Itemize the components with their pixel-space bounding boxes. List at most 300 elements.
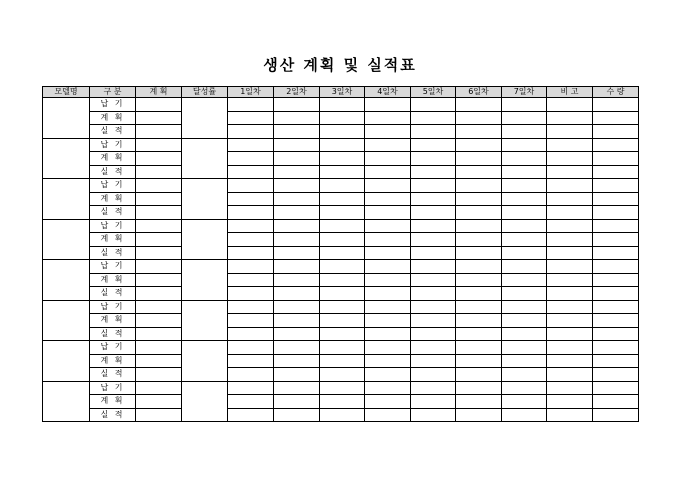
header-quantity: 수 량 — [593, 87, 639, 98]
table-row — [43, 354, 639, 368]
plan-cell[interactable] — [136, 341, 182, 355]
achievement-rate-cell[interactable] — [182, 300, 228, 341]
data-cell[interactable] — [228, 327, 274, 341]
data-cell[interactable] — [547, 341, 593, 355]
data-cell[interactable] — [593, 246, 639, 260]
data-cell[interactable] — [411, 395, 456, 409]
data-cell[interactable] — [456, 111, 502, 125]
data-cell[interactable] — [502, 287, 547, 301]
data-cell[interactable] — [502, 260, 547, 274]
plan-cell[interactable] — [136, 206, 182, 220]
data-cell[interactable] — [228, 314, 274, 328]
data-cell[interactable] — [411, 327, 456, 341]
header-day-4: 4일차 — [365, 87, 411, 98]
data-cell[interactable] — [320, 233, 365, 247]
plan-cell[interactable] — [136, 152, 182, 166]
data-cell[interactable] — [502, 246, 547, 260]
data-cell[interactable] — [365, 273, 411, 287]
data-cell[interactable] — [593, 125, 639, 139]
data-cell[interactable] — [411, 206, 456, 220]
data-cell[interactable] — [456, 138, 502, 152]
data-cell[interactable] — [502, 368, 547, 382]
plan-cell[interactable] — [136, 246, 182, 260]
model-name-cell[interactable] — [43, 300, 90, 341]
data-cell[interactable] — [593, 287, 639, 301]
data-cell[interactable] — [274, 152, 320, 166]
data-cell[interactable] — [411, 219, 456, 233]
table-row — [43, 327, 639, 341]
data-cell[interactable] — [456, 287, 502, 301]
data-cell[interactable] — [320, 152, 365, 166]
data-cell[interactable] — [365, 219, 411, 233]
table-row — [43, 219, 639, 233]
data-cell[interactable] — [320, 381, 365, 395]
data-cell[interactable] — [228, 381, 274, 395]
data-cell[interactable] — [593, 354, 639, 368]
header-model: 모델명 — [43, 87, 90, 98]
data-cell[interactable] — [274, 219, 320, 233]
data-cell[interactable] — [411, 314, 456, 328]
data-cell[interactable] — [456, 179, 502, 193]
data-cell[interactable] — [456, 246, 502, 260]
data-cell[interactable] — [411, 341, 456, 355]
achievement-rate-cell[interactable] — [182, 219, 228, 260]
data-cell[interactable] — [593, 98, 639, 112]
header-day-3: 3일차 — [320, 87, 365, 98]
data-cell[interactable] — [274, 246, 320, 260]
row-type-label: 실 적 — [90, 165, 136, 179]
data-cell[interactable] — [456, 260, 502, 274]
data-cell[interactable] — [320, 165, 365, 179]
plan-cell[interactable] — [136, 395, 182, 409]
data-cell[interactable] — [274, 327, 320, 341]
data-cell[interactable] — [228, 260, 274, 274]
data-cell[interactable] — [365, 327, 411, 341]
data-cell[interactable] — [320, 125, 365, 139]
plan-cell[interactable] — [136, 98, 182, 112]
row-type-label: 납 기 — [90, 138, 136, 152]
data-cell[interactable] — [593, 233, 639, 247]
data-cell[interactable] — [320, 341, 365, 355]
data-cell[interactable] — [456, 341, 502, 355]
data-cell[interactable] — [365, 138, 411, 152]
model-name-cell[interactable] — [43, 138, 90, 179]
data-cell[interactable] — [365, 408, 411, 422]
data-cell[interactable] — [274, 395, 320, 409]
data-cell[interactable] — [502, 354, 547, 368]
data-cell[interactable] — [547, 125, 593, 139]
data-cell[interactable] — [593, 152, 639, 166]
data-cell[interactable] — [228, 246, 274, 260]
plan-cell[interactable] — [136, 327, 182, 341]
data-cell[interactable] — [456, 354, 502, 368]
data-cell[interactable] — [365, 287, 411, 301]
data-cell[interactable] — [547, 408, 593, 422]
data-cell[interactable] — [502, 233, 547, 247]
data-cell[interactable] — [411, 111, 456, 125]
table-row — [43, 206, 639, 220]
data-cell[interactable] — [502, 273, 547, 287]
data-cell[interactable] — [365, 246, 411, 260]
data-cell[interactable] — [320, 327, 365, 341]
data-cell[interactable] — [320, 314, 365, 328]
data-cell[interactable] — [593, 381, 639, 395]
table-row — [43, 165, 639, 179]
data-cell[interactable] — [593, 206, 639, 220]
table-row — [43, 111, 639, 125]
data-cell[interactable] — [411, 98, 456, 112]
data-cell[interactable] — [547, 273, 593, 287]
data-cell[interactable] — [228, 341, 274, 355]
plan-cell[interactable] — [136, 273, 182, 287]
data-cell[interactable] — [411, 192, 456, 206]
model-name-cell[interactable] — [43, 98, 90, 139]
data-cell[interactable] — [274, 206, 320, 220]
data-cell[interactable] — [502, 192, 547, 206]
plan-cell[interactable] — [136, 219, 182, 233]
data-cell[interactable] — [547, 165, 593, 179]
data-cell[interactable] — [274, 314, 320, 328]
data-cell[interactable] — [593, 327, 639, 341]
data-cell[interactable] — [502, 408, 547, 422]
plan-cell[interactable] — [136, 165, 182, 179]
data-cell[interactable] — [411, 273, 456, 287]
data-cell[interactable] — [274, 165, 320, 179]
data-cell[interactable] — [365, 314, 411, 328]
data-cell[interactable] — [320, 287, 365, 301]
data-cell[interactable] — [593, 179, 639, 193]
data-cell[interactable] — [365, 260, 411, 274]
table-row — [43, 341, 639, 355]
row-type-label: 계 획 — [90, 192, 136, 206]
data-cell[interactable] — [365, 395, 411, 409]
achievement-rate-cell[interactable] — [182, 179, 228, 220]
data-cell[interactable] — [456, 395, 502, 409]
model-name-cell[interactable] — [43, 341, 90, 382]
data-cell[interactable] — [365, 179, 411, 193]
data-cell[interactable] — [411, 152, 456, 166]
data-cell[interactable] — [456, 219, 502, 233]
data-cell[interactable] — [456, 327, 502, 341]
table-row — [43, 152, 639, 166]
data-cell[interactable] — [320, 98, 365, 112]
table-row — [43, 125, 639, 139]
table-row — [43, 98, 639, 112]
data-cell[interactable] — [228, 219, 274, 233]
data-cell[interactable] — [547, 327, 593, 341]
data-cell[interactable] — [593, 368, 639, 382]
plan-cell[interactable] — [136, 125, 182, 139]
data-cell[interactable] — [456, 125, 502, 139]
data-cell[interactable] — [228, 179, 274, 193]
model-name-cell[interactable] — [43, 381, 90, 422]
achievement-rate-cell[interactable] — [182, 98, 228, 139]
row-type-label: 계 획 — [90, 314, 136, 328]
data-cell[interactable] — [320, 246, 365, 260]
data-cell[interactable] — [274, 179, 320, 193]
data-cell[interactable] — [365, 152, 411, 166]
data-cell[interactable] — [320, 300, 365, 314]
data-cell[interactable] — [502, 125, 547, 139]
data-cell[interactable] — [547, 395, 593, 409]
plan-cell[interactable] — [136, 408, 182, 422]
data-cell[interactable] — [593, 260, 639, 274]
plan-cell[interactable] — [136, 179, 182, 193]
data-cell[interactable] — [456, 206, 502, 220]
data-cell[interactable] — [547, 314, 593, 328]
data-cell[interactable] — [411, 233, 456, 247]
data-cell[interactable] — [365, 206, 411, 220]
row-type-label: 실 적 — [90, 327, 136, 341]
data-cell[interactable] — [593, 165, 639, 179]
achievement-rate-cell[interactable] — [182, 381, 228, 422]
data-cell[interactable] — [274, 233, 320, 247]
data-cell[interactable] — [274, 192, 320, 206]
table-row — [43, 246, 639, 260]
data-cell[interactable] — [502, 381, 547, 395]
data-cell[interactable] — [411, 179, 456, 193]
data-cell[interactable] — [456, 233, 502, 247]
row-type-label: 실 적 — [90, 206, 136, 220]
data-cell[interactable] — [456, 273, 502, 287]
data-cell[interactable] — [228, 192, 274, 206]
row-type-label: 납 기 — [90, 260, 136, 274]
data-cell[interactable] — [320, 368, 365, 382]
data-cell[interactable] — [547, 260, 593, 274]
data-cell[interactable] — [547, 138, 593, 152]
data-cell[interactable] — [274, 125, 320, 139]
data-cell[interactable] — [365, 300, 411, 314]
data-cell[interactable] — [593, 192, 639, 206]
data-cell[interactable] — [228, 111, 274, 125]
data-cell[interactable] — [320, 111, 365, 125]
data-cell[interactable] — [320, 192, 365, 206]
data-cell[interactable] — [411, 287, 456, 301]
data-cell[interactable] — [274, 260, 320, 274]
data-cell[interactable] — [456, 314, 502, 328]
data-cell[interactable] — [547, 300, 593, 314]
data-cell[interactable] — [228, 206, 274, 220]
data-cell[interactable] — [274, 300, 320, 314]
data-cell[interactable] — [502, 395, 547, 409]
data-cell[interactable] — [320, 273, 365, 287]
plan-cell[interactable] — [136, 192, 182, 206]
data-cell[interactable] — [502, 179, 547, 193]
data-cell[interactable] — [274, 287, 320, 301]
table-row — [43, 381, 639, 395]
plan-cell[interactable] — [136, 111, 182, 125]
data-cell[interactable] — [593, 138, 639, 152]
data-cell[interactable] — [320, 219, 365, 233]
row-type-label: 실 적 — [90, 246, 136, 260]
data-cell[interactable] — [365, 125, 411, 139]
data-cell[interactable] — [274, 408, 320, 422]
table-row — [43, 233, 639, 247]
data-cell[interactable] — [228, 138, 274, 152]
plan-cell[interactable] — [136, 300, 182, 314]
data-cell[interactable] — [320, 206, 365, 220]
plan-cell[interactable] — [136, 233, 182, 247]
data-cell[interactable] — [274, 368, 320, 382]
data-cell[interactable] — [593, 395, 639, 409]
data-cell[interactable] — [228, 273, 274, 287]
data-cell[interactable] — [502, 138, 547, 152]
data-cell[interactable] — [274, 98, 320, 112]
data-cell[interactable] — [547, 233, 593, 247]
data-cell[interactable] — [547, 354, 593, 368]
row-type-label: 계 획 — [90, 273, 136, 287]
plan-cell[interactable] — [136, 354, 182, 368]
table-row — [43, 395, 639, 409]
data-cell[interactable] — [547, 98, 593, 112]
data-cell[interactable] — [274, 354, 320, 368]
header-plan: 계 획 — [136, 87, 182, 98]
plan-cell[interactable] — [136, 287, 182, 301]
data-cell[interactable] — [547, 368, 593, 382]
data-cell[interactable] — [502, 111, 547, 125]
header-day-5: 5일차 — [411, 87, 456, 98]
data-cell[interactable] — [593, 300, 639, 314]
data-cell[interactable] — [274, 341, 320, 355]
achievement-rate-cell[interactable] — [182, 341, 228, 382]
data-cell[interactable] — [593, 314, 639, 328]
row-type-label: 계 획 — [90, 152, 136, 166]
data-cell[interactable] — [593, 111, 639, 125]
data-cell[interactable] — [593, 341, 639, 355]
data-cell[interactable] — [320, 138, 365, 152]
data-cell[interactable] — [411, 246, 456, 260]
table-row — [43, 138, 639, 152]
data-cell[interactable] — [320, 408, 365, 422]
data-cell[interactable] — [320, 395, 365, 409]
data-cell[interactable] — [411, 138, 456, 152]
data-cell[interactable] — [365, 233, 411, 247]
model-name-cell[interactable] — [43, 179, 90, 220]
data-cell[interactable] — [365, 341, 411, 355]
data-cell[interactable] — [456, 98, 502, 112]
data-cell[interactable] — [456, 381, 502, 395]
plan-cell[interactable] — [136, 368, 182, 382]
data-cell[interactable] — [547, 192, 593, 206]
plan-cell[interactable] — [136, 314, 182, 328]
data-cell[interactable] — [456, 165, 502, 179]
data-cell[interactable] — [411, 381, 456, 395]
data-cell[interactable] — [456, 300, 502, 314]
row-type-label: 계 획 — [90, 354, 136, 368]
data-cell[interactable] — [547, 246, 593, 260]
data-cell[interactable] — [365, 381, 411, 395]
row-type-label: 납 기 — [90, 219, 136, 233]
plan-cell[interactable] — [136, 138, 182, 152]
header-day-7: 7일차 — [502, 87, 547, 98]
data-cell[interactable] — [547, 179, 593, 193]
data-cell[interactable] — [228, 98, 274, 112]
table-row — [43, 179, 639, 193]
data-cell[interactable] — [228, 152, 274, 166]
data-cell[interactable] — [274, 111, 320, 125]
data-cell[interactable] — [228, 395, 274, 409]
data-cell[interactable] — [228, 165, 274, 179]
data-cell[interactable] — [365, 192, 411, 206]
plan-cell[interactable] — [136, 260, 182, 274]
data-cell[interactable] — [274, 273, 320, 287]
data-cell[interactable] — [365, 165, 411, 179]
achievement-rate-cell[interactable] — [182, 138, 228, 179]
data-cell[interactable] — [228, 287, 274, 301]
data-cell[interactable] — [228, 408, 274, 422]
data-cell[interactable] — [547, 111, 593, 125]
data-cell[interactable] — [456, 368, 502, 382]
data-cell[interactable] — [502, 98, 547, 112]
data-cell[interactable] — [274, 381, 320, 395]
data-cell[interactable] — [502, 314, 547, 328]
data-cell[interactable] — [593, 408, 639, 422]
data-cell[interactable] — [365, 354, 411, 368]
plan-cell[interactable] — [136, 381, 182, 395]
data-cell[interactable] — [411, 125, 456, 139]
table-row — [43, 287, 639, 301]
data-cell[interactable] — [411, 300, 456, 314]
data-cell[interactable] — [456, 152, 502, 166]
data-cell[interactable] — [274, 138, 320, 152]
table-row — [43, 273, 639, 287]
achievement-rate-cell[interactable] — [182, 260, 228, 301]
data-cell[interactable] — [228, 125, 274, 139]
row-type-label: 실 적 — [90, 125, 136, 139]
data-cell[interactable] — [547, 206, 593, 220]
data-cell[interactable] — [502, 300, 547, 314]
data-cell[interactable] — [365, 368, 411, 382]
data-cell[interactable] — [502, 341, 547, 355]
data-cell[interactable] — [593, 219, 639, 233]
model-name-cell[interactable] — [43, 219, 90, 260]
data-cell[interactable] — [502, 327, 547, 341]
data-cell[interactable] — [456, 192, 502, 206]
table-row — [43, 192, 639, 206]
model-name-cell[interactable] — [43, 260, 90, 301]
row-type-label: 납 기 — [90, 98, 136, 112]
data-cell[interactable] — [320, 260, 365, 274]
data-cell[interactable] — [365, 98, 411, 112]
data-cell[interactable] — [502, 165, 547, 179]
data-cell[interactable] — [502, 219, 547, 233]
data-cell[interactable] — [228, 368, 274, 382]
data-cell[interactable] — [320, 179, 365, 193]
data-cell[interactable] — [365, 111, 411, 125]
data-cell[interactable] — [320, 354, 365, 368]
data-cell[interactable] — [411, 165, 456, 179]
data-cell[interactable] — [411, 368, 456, 382]
data-cell[interactable] — [411, 260, 456, 274]
data-cell[interactable] — [411, 408, 456, 422]
data-cell[interactable] — [502, 206, 547, 220]
data-cell[interactable] — [547, 381, 593, 395]
data-cell[interactable] — [456, 408, 502, 422]
data-cell[interactable] — [547, 152, 593, 166]
data-cell[interactable] — [547, 287, 593, 301]
data-cell[interactable] — [228, 354, 274, 368]
row-type-label: 계 획 — [90, 233, 136, 247]
data-cell[interactable] — [547, 219, 593, 233]
data-cell[interactable] — [593, 273, 639, 287]
row-type-label: 납 기 — [90, 300, 136, 314]
data-cell[interactable] — [228, 300, 274, 314]
data-cell[interactable] — [228, 233, 274, 247]
data-cell[interactable] — [502, 152, 547, 166]
table-row — [43, 260, 639, 274]
table-row — [43, 368, 639, 382]
data-cell[interactable] — [411, 354, 456, 368]
